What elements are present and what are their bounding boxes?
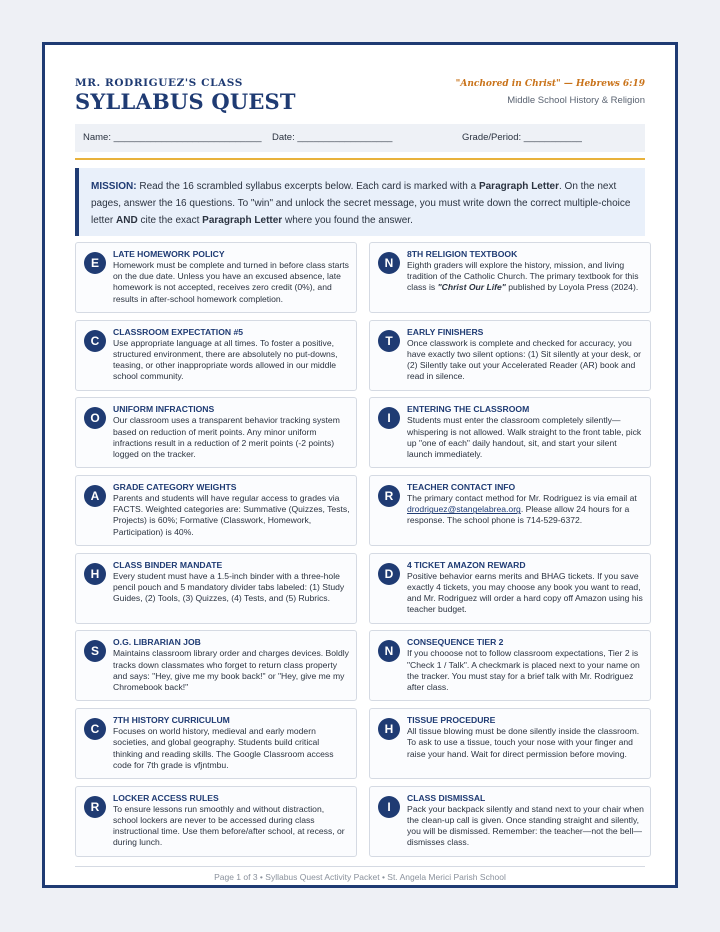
excerpt-card [369,397,651,468]
card-body [407,338,644,383]
card-title: CLASSROOM EXPECTATION #5 [113,326,244,337]
card-body-text: Positive behavior earns merits and BHAG tickets. If you save exactly 4 tickets, you may choose any book you want to read, and Mr. Rodriguez will order a hard copy off Amazon using his teacher budget. [407,570,643,615]
paragraph-letter-badge: N [378,252,400,274]
card-body [407,260,644,294]
paragraph-letter-badge: H [378,718,400,740]
card-body-text: Focuses on world history, medieval and early modern societies, and global geography. Students build critical thinking and reading skills. The Google Classroom access code for 7th grade is vfjntmbu. [113,726,334,770]
card-body [407,415,644,460]
card-title: 8TH RELIGION TEXTBOOK [407,249,518,259]
card-title: GRADE CATEGORY WEIGHTS [113,482,237,493]
paragraph-letter-badge: R [84,796,106,818]
excerpt-card [369,630,651,701]
paragraph-letter-badge: D [378,563,400,585]
school-level: Middle School History & Religion [507,95,645,106]
mission-emphasis: Paragraph Letter [478,181,559,192]
excerpt-card [75,397,357,468]
excerpt-card [75,320,357,391]
paragraph-letter-badge: C [84,330,106,352]
paragraph-letter-badge: R [378,485,400,507]
card-body-text: Students must enter the classroom completely silently—whispering is not allowed. Walk straight to the front table, pick up "one of each" daily handout, sit, and start your silent launch immediately. [407,415,642,459]
paragraph-letter-badge: E [84,252,106,274]
card-body [113,415,350,460]
card-body [407,493,644,527]
excerpt-card [369,242,651,313]
excerpt-card [369,475,651,546]
card-title: CLASS BINDER MANDATE [113,559,223,570]
card-body [113,804,350,849]
student-info-bar [75,124,645,152]
paragraph-letter-badge: N [378,640,400,662]
card-body [407,571,644,616]
card-title: TISSUE PROCEDURE [407,715,496,726]
card-body-text: The primary contact method for Mr. Rodriguez is via email at [407,493,637,504]
card-body [407,726,644,760]
card-body-text: Use appropriate language at all times. To foster a positive, structured environment, there are absolutely no put-downs, teasing, or other inappropriate words allowed in our middle school community. [113,337,338,382]
mission-text: cite the exact [137,215,203,226]
excerpt-card [75,553,357,624]
mission-emphasis: AND [116,215,138,226]
card-title: 4 TICKET AMAZON REWARD [407,559,526,570]
card-body [113,648,350,693]
card-body-text: If you chooose not to follow classroom expectations, Tier 2 is "Check 1 / Talk". A checkmark is placed next to your name on the tracker. You must stay for a brief talk with Mr. Rodriguez after class. [407,648,640,693]
card-title: UNIFORM INFRACTIONS [113,404,215,415]
card-title: 7TH HISTORY CURRICULUM [113,715,230,726]
card-body [113,493,350,538]
name-field[interactable]: Name: ____________________________ [83,132,262,143]
mission-text: . On the next pages, answer the 16 questions. To "win" and unlock the secret message, you must write down the correct multiple-choice letter [91,181,631,226]
paragraph-letter-badge: A [84,485,106,507]
page-footer: Page 1 of 3 • Syllabus Quest Activity Packet • St. Angela Merici Parish School [75,866,645,882]
card-title: LATE HOMEWORK POLICY [113,249,225,259]
card-body-text: To ensure lessons run smoothly and without distraction, school lockers are never to be accessed during class instructional time. Use them before/after school, at recess, or during lunch. [113,803,345,848]
excerpt-card [369,553,651,624]
mission-text: where you found the answer. [282,215,413,226]
excerpt-card [75,708,357,779]
paragraph-letter-badge: C [84,718,106,740]
motto: "Anchored in Christ" — Hebrews 6:19 [455,79,645,89]
card-body-text: Every student must have a 1.5-inch binder with a three-hole pencil pouch and 5 mandatory divider tabs labeled: (1) Study Guides, (2) Tools, (3) Quizzes, (4) Tests, and (5) Rubrics. [113,570,345,604]
card-body-text: published by Loyola Press (2024). [505,282,639,293]
mission-label: MISSION: [91,181,137,192]
card-body-text: Eighth graders will explore the history, mission, and living tradition of the Catholic Church. The primary textbook for this class is [407,260,639,293]
card-body-text: Once classwork is complete and checked for accuracy, you have exactly two silent options: (1) Sit silently at your desk, or (2) Silently take out your Accelerated Reader (AR) book and read in silence. [407,337,642,382]
card-body [113,571,350,605]
card-body-text: Our classroom uses a transparent behavior tracking system based on reduction of merit points. Any minor uniform infractions result in a reduction of 2 merit points (-2 points) logged on the tracker. [113,415,340,459]
excerpt-card [75,242,357,313]
card-body [113,260,350,305]
card-title: O.G. LIBRARIAN JOB [113,637,201,648]
page-header [75,77,645,121]
grade-period-field[interactable]: Grade/Period: ___________ [462,132,582,143]
card-title: LOCKER ACCESS RULES [113,792,219,803]
excerpt-card [369,786,651,857]
excerpt-card [369,320,651,391]
card-body [113,338,350,383]
class-label: MR. RODRIGUEZ'S CLASS [75,77,243,89]
card-body-text: Homework must be complete and turned in before class starts on the due date. Unless you have an excused absence, late homework is not accepted, receives zero credit (0%), and results in after-school homework completion. [113,260,349,304]
excerpt-card [75,630,357,701]
excerpt-card [75,786,357,857]
mission-emphasis: Paragraph Letter [202,215,283,226]
card-title: CLASS DISMISSAL [407,792,486,803]
divider [75,158,645,160]
paragraph-letter-badge: H [84,563,106,585]
card-body [407,804,644,849]
card-body [407,648,644,693]
excerpt-card-grid [75,242,651,857]
paragraph-letter-badge: T [378,330,400,352]
paragraph-letter-badge: I [378,407,400,429]
paragraph-letter-badge: I [378,796,400,818]
paragraph-letter-badge: S [84,640,106,662]
excerpt-card [75,475,357,546]
excerpt-card [369,708,651,779]
card-body-text: Parents and students will have regular access to grades via FACTS. Weighted categories are: Summative (Quizzes, Tests, Projects) is 60%; Formative (Classwork, Homework, Participation) is 40%. [113,493,350,537]
email-link[interactable]: drodriguez@stangelabrea.org [407,504,521,515]
syllabus-page [42,42,678,888]
card-title: EARLY FINISHERS [407,326,484,337]
card-title: CONSEQUENCE TIER 2 [407,637,504,648]
card-body-text: . Please allow 24 hours for a response. The school phone is 714-529-6372. [407,504,630,526]
card-body-text: Maintains classroom library order and charges devices. Boldly tracks down classmates who forget to return class property and says: "Hey, give me my book back!" or "Hey, give me my Chromebook back!" [113,648,349,693]
card-body-text: All tissue blowing must be done silently inside the classroom. To ask to use a tissue, touch your nose with your finger and raise your hand. Wait for direct permission before moving. [407,726,640,759]
mission-text: Read the 16 scrambled syllabus excerpts below. Each card is marked with a [136,181,479,192]
card-title: TEACHER CONTACT INFO [407,482,516,493]
card-body [113,726,350,771]
textbook-title: "Christ Our Life" [437,282,506,293]
mission-box [75,168,645,236]
page-title: SYLLABUS QUEST [75,89,296,114]
date-field[interactable]: Date: __________________ [272,132,393,143]
card-body-text: Pack your backpack silently and stand next to your chair when the clean-up call is given. Once standing straight and silently, you will be dismissed. Remember: the teacher—not the bell—dismisses class. [407,803,644,848]
card-title: ENTERING THE CLASSROOM [407,404,530,415]
paragraph-letter-badge: O [84,407,106,429]
